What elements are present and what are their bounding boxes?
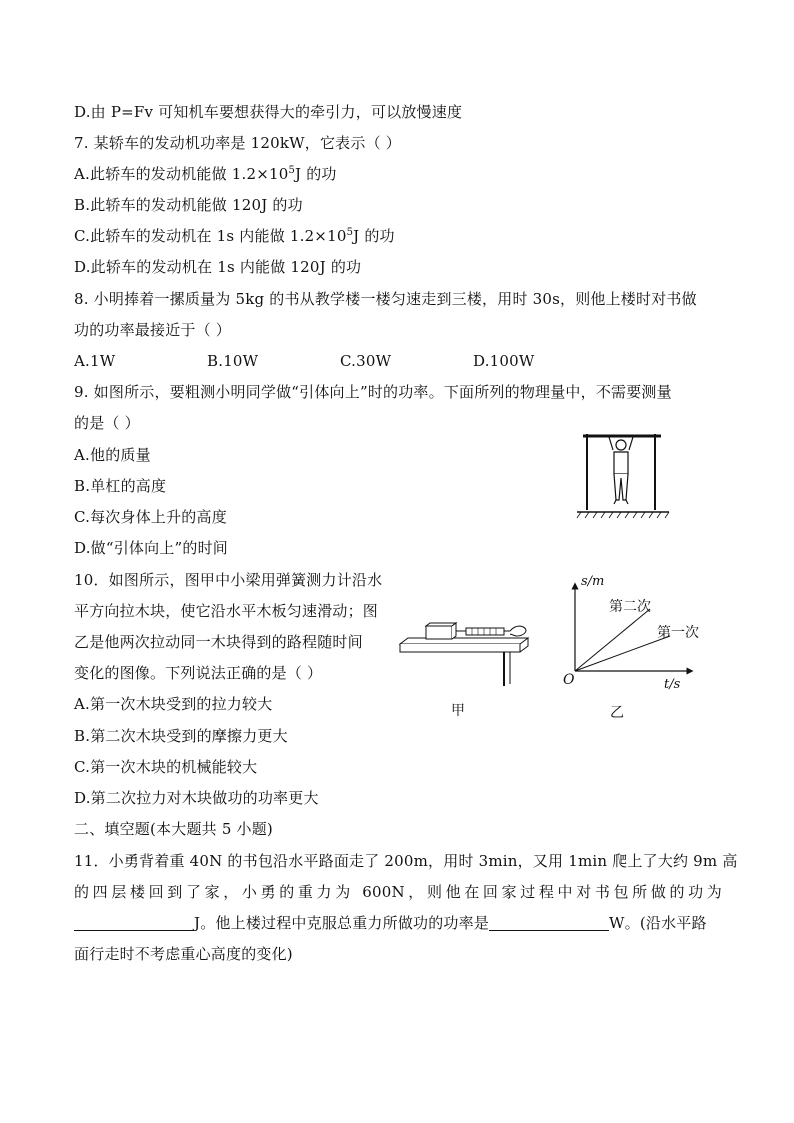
q10-stem-line2: 平方向拉木块，使它沿水平木板匀速滑动；图 (74, 602, 379, 620)
figure-jia-spring-scale (396, 614, 532, 692)
q9-option-a: A.他的质量 (74, 446, 151, 464)
q9-option-b: B.单杠的高度 (74, 477, 167, 495)
q7-stem: 7. 某轿车的发动机功率是 120kW，它表示（ ） (74, 134, 401, 152)
q10-stem-line4: 变化的图像。下列说法正确的是（ ） (74, 664, 323, 682)
graph-y-axis-label: s/m (581, 574, 605, 589)
q11-blank-2[interactable] (489, 914, 609, 931)
q8-option-c: C.30W (340, 352, 392, 370)
q8-option-a: A.1W (74, 352, 116, 370)
q10-option-b: B.第二次木块受到的摩擦力更大 (74, 727, 288, 745)
graph-first-label: 第一次 (657, 625, 699, 641)
q10-stem-line1: 10．如图所示，图甲中小梁用弹簧测力计沿水 (74, 571, 383, 589)
q7-option-a: A.此轿车的发动机能做 $1.2\times 10^5J$ 的功 (74, 165, 337, 183)
q8-options (74, 351, 606, 371)
q11-stem-line2: 的四层楼回到了家，小勇的重力为 600N，则他在回家过程中对书包所做的功为 (74, 883, 722, 901)
graph-origin-label: O (563, 672, 575, 688)
q11-stem-line4: 面行走时不考虑重心高度的变化) (74, 945, 293, 963)
section-2-heading: 二、填空题(本大题共 5 小题) (74, 820, 273, 838)
q9-stem-line1: 9. 如图所示，要粗测小明同学做“引体向上”时的功率。下面所列的物理量中，不需要测量 (74, 383, 672, 401)
graph-line-second (575, 609, 650, 671)
q8-stem-line2: 功的功率最接近于（ ） (74, 321, 231, 339)
figure-yi-label: 乙 (610, 705, 624, 721)
q10-option-d: D.第二次拉力对木块做功的功率更大 (74, 789, 319, 807)
graph-line-first (575, 636, 670, 671)
q8-stem-line1: 8. 小明捧着一摞质量为 5kg 的书从教学楼一楼匀速走到三楼，用时 30s，则他上楼时对书做 (74, 290, 697, 308)
q9-option-c: C.每次身体上升的高度 (74, 508, 227, 526)
q9-option-d: D.做“引体向上”的时间 (74, 539, 228, 557)
graph-second-label: 第二次 (609, 599, 651, 615)
graph-x-axis-label: t/s (664, 677, 681, 692)
q11-blank-1[interactable] (74, 914, 194, 931)
q8-option-b: B.10W (207, 352, 259, 370)
figure-jia-label: 甲 (451, 703, 465, 719)
q7-option-d: D.此轿车的发动机在 1s 内能做 120J 的功 (74, 258, 362, 276)
q6-option-d: D.由 P=Fv 可知机车要想获得大的牵引力，可以放慢速度 (74, 103, 463, 121)
q10-option-c: C.第一次木块的机械能较大 (74, 758, 258, 776)
q10-stem-line3: 乙是他两次拉动同一木块得到的路程随时间 (74, 633, 363, 651)
q8-option-d: D.100W (473, 352, 535, 370)
q11-stem-line1: 11．小勇背着重 40N 的书包沿水平路面走了 200m，用时 3min，又用 1min 爬上了大约 9m 高 (74, 852, 738, 870)
q7-option-c: C.此轿车的发动机在 1s 内能做 $1.2\times 10^5J$ 的功 (74, 227, 395, 245)
q9-stem-line2: 的是（ ） (74, 414, 140, 432)
q11-stem-line3: J。他上楼过程中克服总重力所做功的功率是 W。(沿水平路 (74, 913, 707, 933)
pull-up-figure (575, 428, 675, 524)
q7-option-b: B.此轿车的发动机能做 120J 的功 (74, 196, 303, 214)
q10-option-a: A.第一次木块受到的拉力较大 (74, 695, 273, 713)
